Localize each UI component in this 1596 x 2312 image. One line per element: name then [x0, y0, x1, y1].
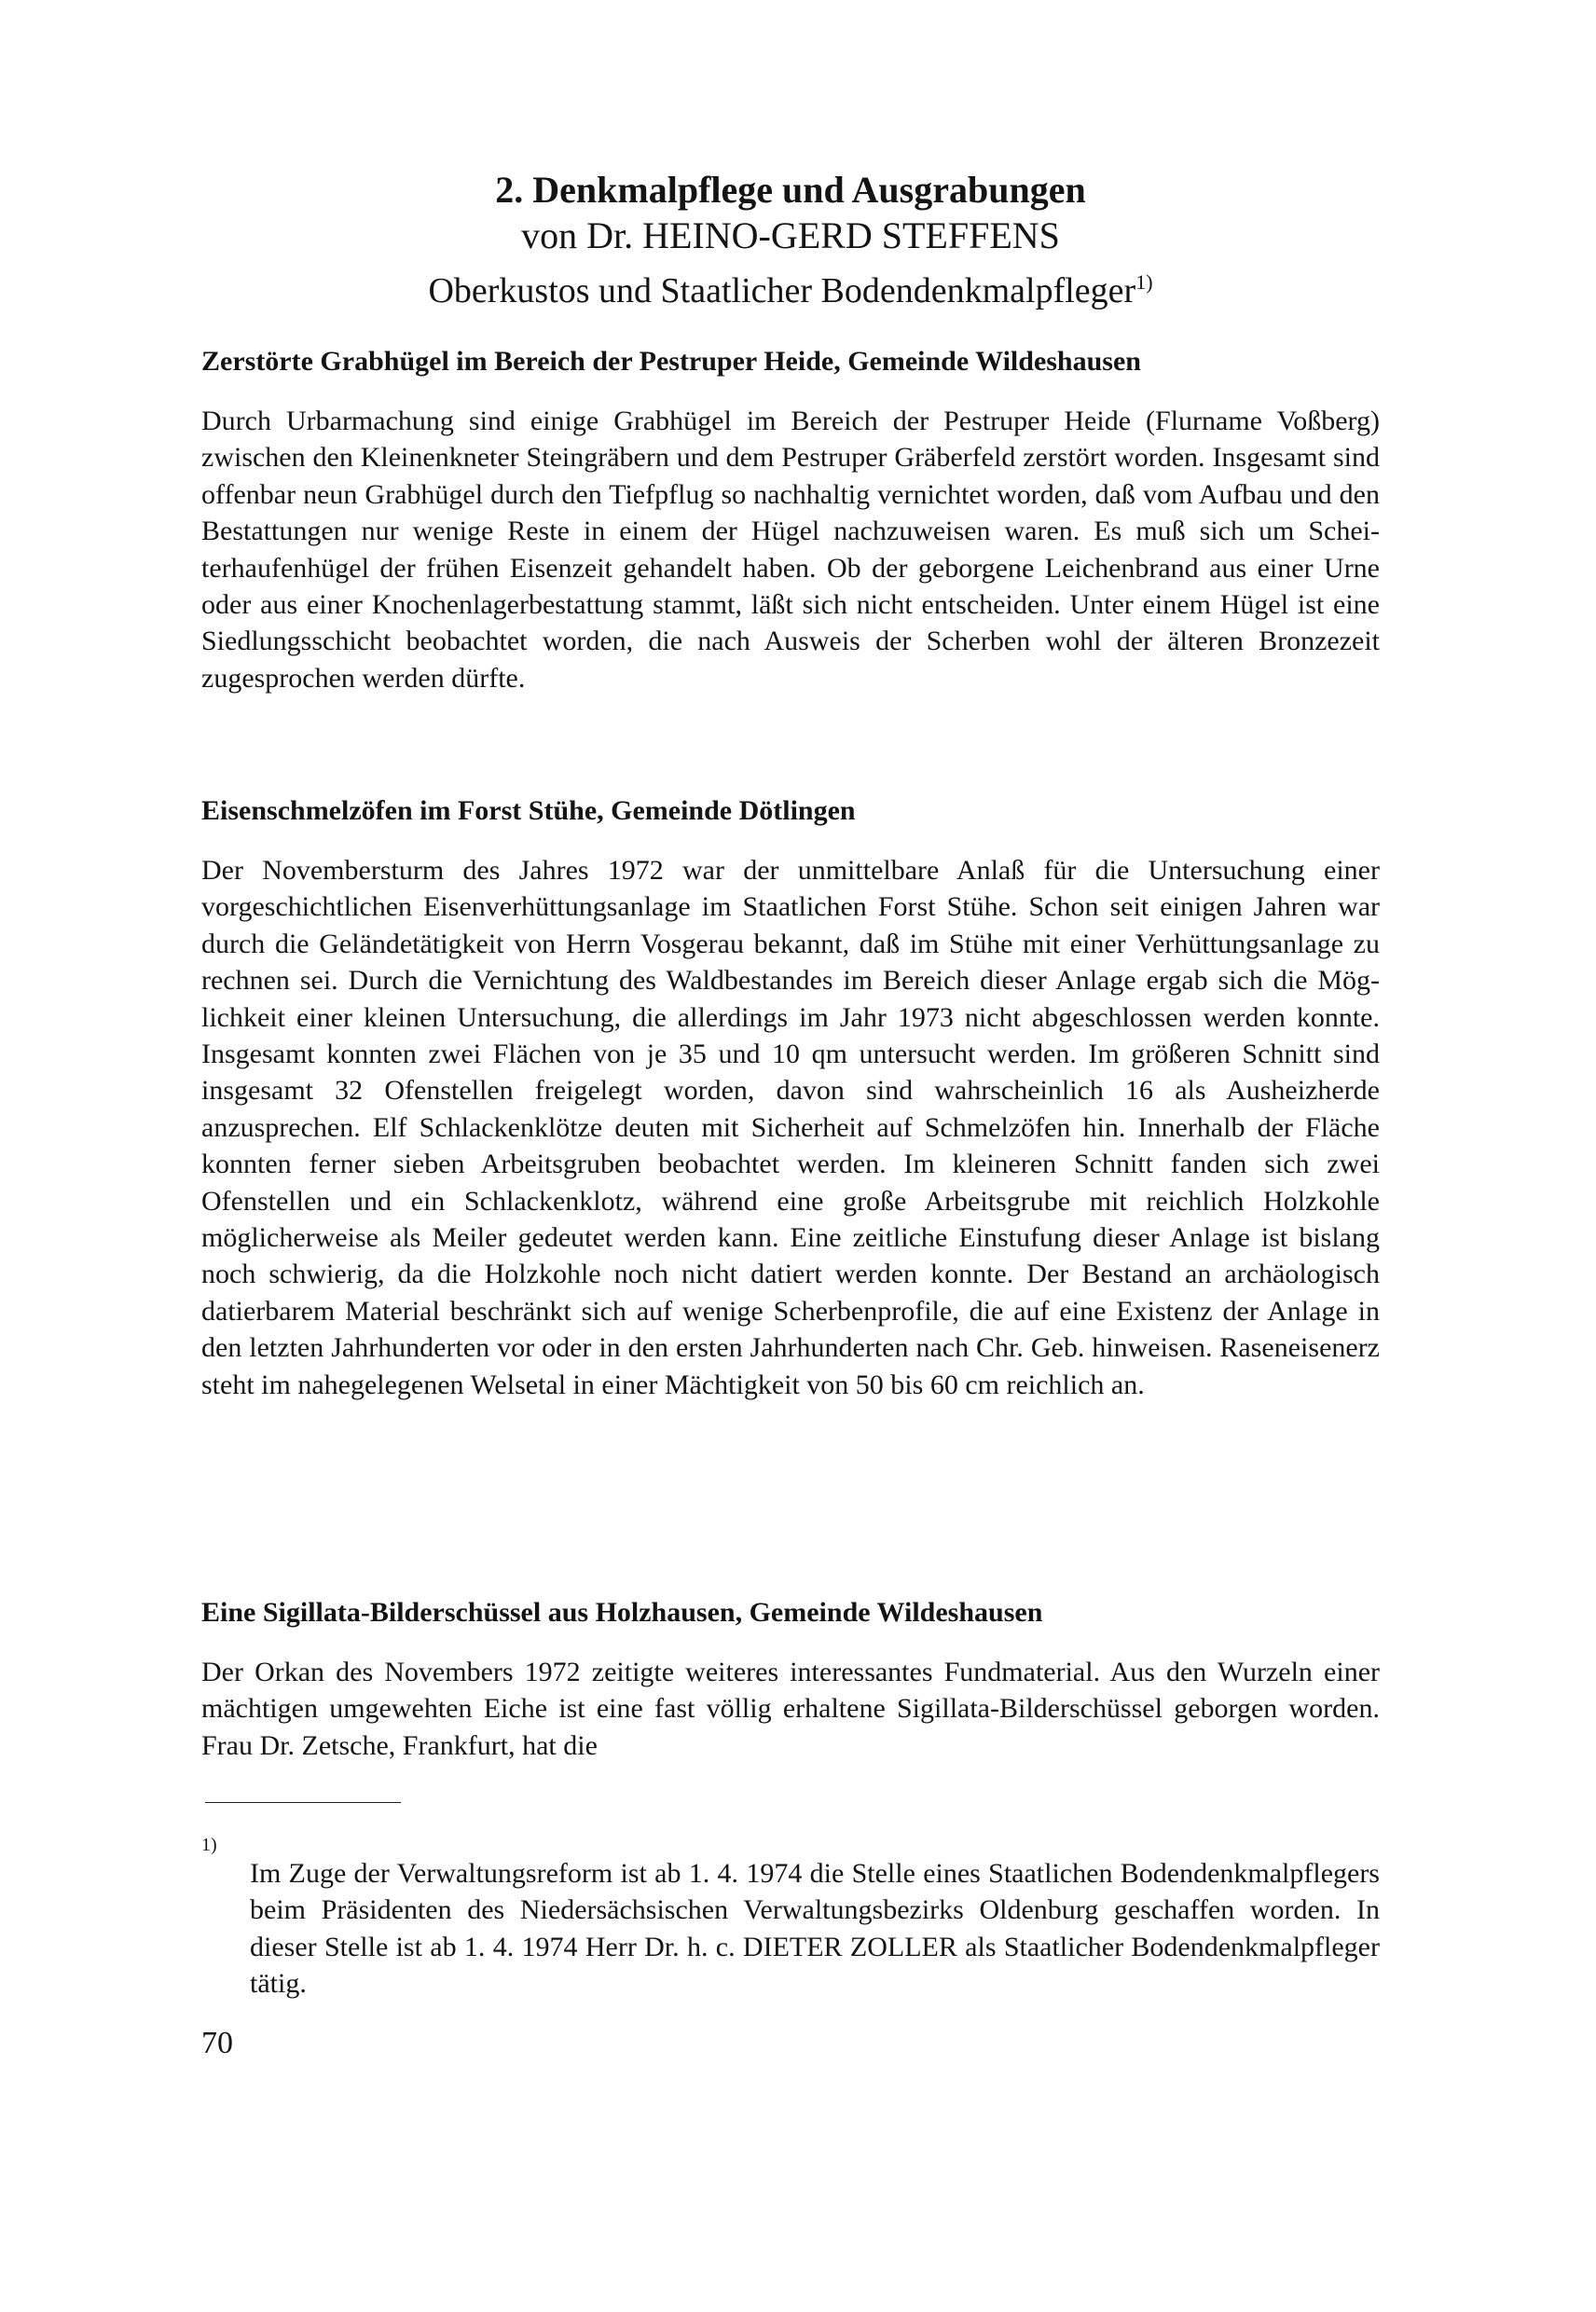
page-number: 70	[201, 2026, 233, 2060]
section-body: Der Novembersturm des Jahres 1972 war der unmittelbare Anlaß für die Untersuchung einer vorgeschichtlichen Eisenverhüttungsanlage im Staatlichen Forst Stühe. Schon seit einigen Jahren war durch die Geländetätigkeit von Herrn Vosgerau bekannt, daß im Stühe mit einer Verhüttungsanlage zu rechnen sei. Durch die Vernichtung des Waldbestandes im Bereich dieser Anlage ergab sich die Möglichkeit einer kleinen Untersuchung, die allerdings im Jahr 1973 nicht abgeschlossen werden konnte. Insgesamt konnten zwei Flächen von je 35 und 10 qm untersucht werden. Im größeren Schnitt sind insgesamt 32 Ofenstellen freigelegt worden, davon sind wahrscheinlich 16 als Ausheizherde anzusprechen. Elf Schlackenklötze deuten mit Sicherheit auf Schmelzöfen hin. Innerhalb der Fläche konnten ferner sieben Arbeitsgruben beobachtet werden. Im kleineren Schnitt fanden sich zwei Ofenstellen und ein Schlackenklotz, während eine große Arbeitsgrube mit reichlich Holzkohle möglicherweise als Meiler gedeutet werden kann. Eine zeitliche Einstufung dieser Anlage ist bislang noch schwierig, da die Holzkohle noch nicht datiert werden konnte. Der Bestand an archäologisch datierbarem Material beschränkt sich auf wenige Scherbenprofile, die auf eine Existenz der Anlage in den letzten Jahrhunderten vor oder in den ersten Jahrhunderten nach Chr. Geb. hinweisen. Raseneisenerz steht im nahegelegenen Welsetal in einer Mächtigkeit von 50 bis 60 cm reichlich an.	[201, 855, 1380, 1400]
affiliation-text: Oberkustos und Staatlicher Bodendenkmalpfleger	[428, 271, 1136, 310]
chapter-title: 2. Denkmalpflege und Ausgrabungen	[495, 169, 1086, 211]
author-affiliation	[201, 259, 1380, 314]
footnote-mark: 1)	[201, 1835, 217, 1855]
footnote-divider	[205, 1802, 401, 1803]
section-body: Durch Urbarmachung sind einige Grabhügel im Bereich der Pestruper Heide (Flurname Voßberg) zwischen den Kleinenkneter Steingräbern und dem Pestruper Gräberfeld zerstört worden. Insgesamt sind offenbar neun Grabhügel durch den Tiefpflug so nachhaltig vernichtet worden, daß vom Aufbau und den Bestattungen nur wenige Reste in einem der Hügel nachzuweisen waren. Es muß sich um Scheiterhaufenhügel der frühen Eisenzeit gehandelt haben. Ob der geborgene Leichenbrand aus einer Urne oder aus einer Knochenlagerbestattung stammt, läßt sich nicht entscheiden. Unter einem Hügel ist eine Siedlungsschicht beobachtet worden, die nach Ausweis der Scherben wohl der älteren Bronzezeit zugesprochen werden dürfte.	[201, 406, 1380, 694]
footnote	[201, 1827, 1380, 2030]
footnote-reference: 1)	[1135, 270, 1153, 294]
section-grabhuegel	[201, 343, 1380, 696]
footnote-marker	[201, 1827, 217, 1869]
section-heading: Zerstörte Grabhügel im Bereich der Pestruper Heide, Gemeinde Wildeshausen	[201, 346, 1141, 377]
section-body: Der Orkan des Novembers 1972 zeitigte weiteres interessantes Fundmaterial. Aus den Wurzeln einer mächtigen umgewehten Eiche ist eine fast völlig erhaltene Sigillata-Bilderschüssel geborgen worden. Frau Dr. Zetsche, Frankfurt, hat die	[201, 1657, 1380, 1761]
footnote-text: Im Zuge der Verwaltungsreform ist ab 1. 4. 1974 die Stelle eines Staatlichen Bodendenkmalpflegers beim Präsidenten des Niedersächsischen Verwaltungsbezirks Oldenburg geschaffen worden. In dieser Stelle ist ab 1. 4. 1974 Herr Dr. h. c. DIETER ZOLLER als Staatlicher Bodendenkmalpfleger tätig.	[250, 1858, 1380, 2000]
section-sigillata	[201, 1594, 1380, 1764]
chapter-header	[201, 168, 1380, 314]
section-heading: Eisenschmelzöfen im Forst Stühe, Gemeinde Dötlingen	[201, 795, 856, 826]
section-heading: Eine Sigillata-Bilderschüssel aus Holzhausen, Gemeinde Wildeshausen	[201, 1597, 1043, 1628]
author-line: von Dr. HEINO-GERD STEFFENS	[521, 214, 1060, 256]
section-eisenschmelzoefen	[201, 792, 1380, 1403]
